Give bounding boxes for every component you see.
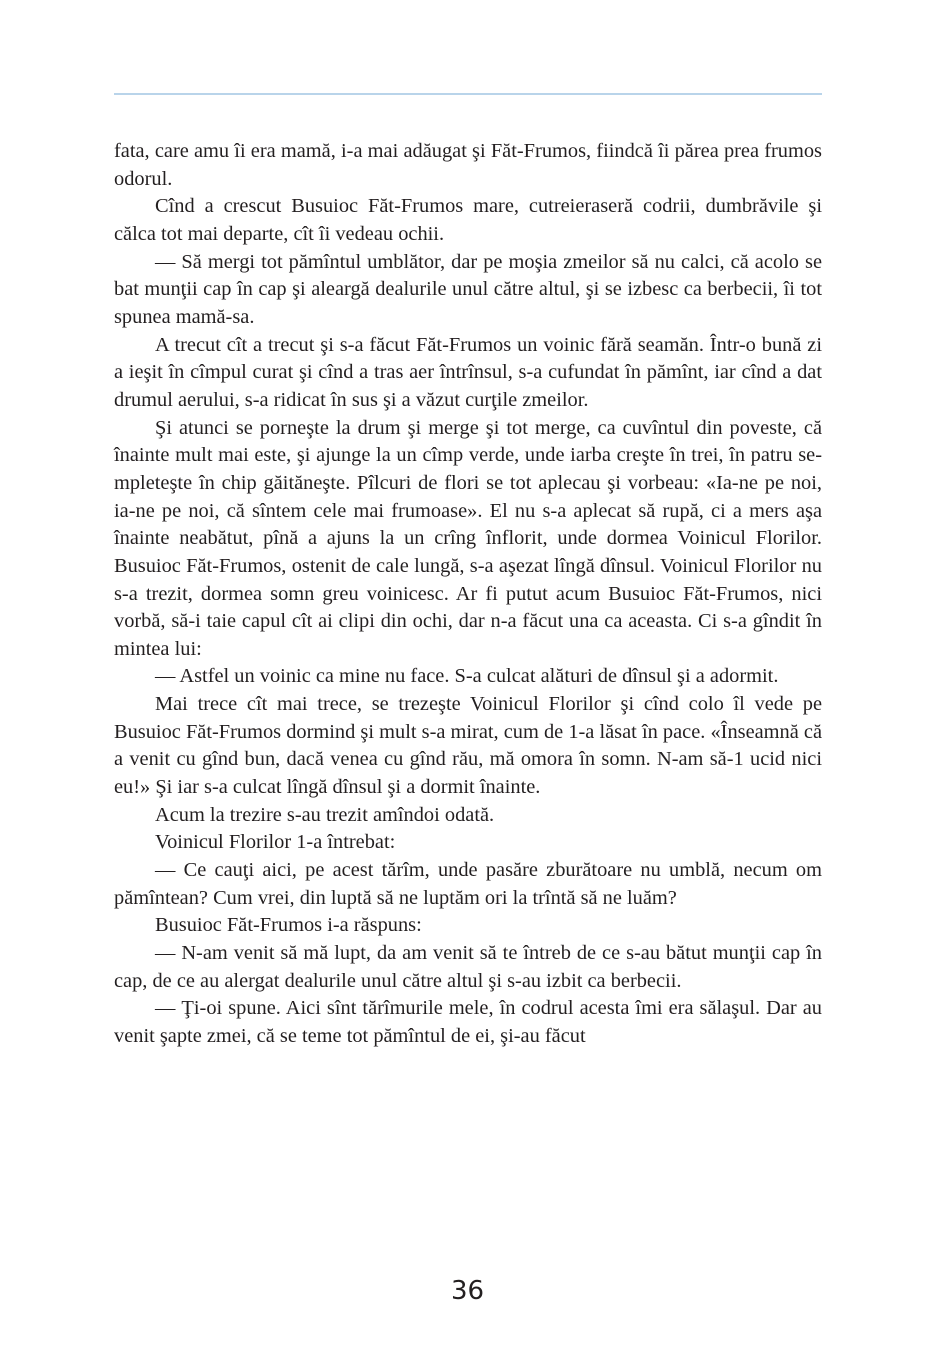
paragraph: — Astfel un voinic ca mine nu face. S-a culcat alături de dînsul şi a adormit.	[155, 665, 779, 688]
paragraph: — Ţi-oi spune. Aici sînt tărîmurile mele, în codrul acesta îmi era sălaşul. Dar au venit şapte zmei, că se teme tot pămîntul de ei, şi-au făcut	[114, 997, 822, 1047]
paragraph: fata, care amu îi era mamă, i-a mai adăugat şi Făt-Frumos, fiindcă îi părea prea frumos odorul.	[114, 140, 822, 190]
paragraph: Mai trece cît mai trece, se trezeşte Voinicul Florilor şi cînd colo îl vede pe Busuioc Făt-Frumos dormind şi mult s-a mirat, cum de 1-a lăsat în pace. «Înseamnă că a venit cu gînd bun, dacă venea cu gînd rău, mă omora în somn. N-am să-1 ucid nici eu!» Şi iar s-a culcat lîngă dînsul şi a dormit înainte.	[114, 693, 822, 799]
paragraph: Cînd a crescut Busuioc Făt-Frumos mare, cutreieraseră codrii, dumbrăvile şi călca tot mai departe, cît îi vedeau ochii.	[114, 195, 822, 245]
paragraph: Acum la trezire s-au trezit amîndoi odată.	[155, 803, 495, 826]
paragraph: Şi atunci se porneşte la drum şi merge şi tot merge, ca cuvîntul din poveste, că înainte mult mai este, şi ajunge la un cîmp verde, unde iarba creşte în trei, în patru se-mpleteşte în chip găităneşte. Pîlcuri de flori se tot aplecau şi vorbeau: «Ia-ne pe noi, ia-ne pe noi, că sîntem cele mai frumoase». El nu s-a aplecat să rupă, ci a mers aşa înainte neabătut, pînă a ajuns la un crîng înflorit, unde dormea Voinicul Florilor. Busuioc Făt-Frumos, ostenit de cale lungă, s-a aşezat lîngă dînsul. Voinicul Florilor nu s-a trezit, dormea somn greu voinicesc. Ar fi putut acum Busuioc Făt-Frumos, nici vorbă, să-i taie capul cît ai clipi din ochi, dar n-a făcut una ca aceasta. Ci s-a gîndit în mintea lui:	[114, 416, 822, 660]
paragraph: — N-am venit să mă lupt, da am venit să te întreb de ce s-au bătut munţii cap în cap, de ce au alergat dealurile unul către altul şi s-au izbit ca berbecii.	[114, 942, 822, 992]
paragraph: Busuioc Făt-Frumos i-a răspuns:	[155, 914, 422, 937]
page-number: 36	[450, 1276, 485, 1306]
paragraph: Voinicul Florilor 1-a întrebat:	[155, 831, 396, 854]
body-text	[114, 138, 822, 1051]
header-rule	[114, 93, 822, 95]
paragraph: — Ce cauţi aici, pe acest tărîm, unde pasăre zburătoare nu umblă, necum om pămîntean? Cum vrei, din luptă să ne luptăm ori la trîntă să ne luăm?	[114, 859, 822, 909]
paragraph: — Să mergi tot pămîntul umblător, dar pe moşia zmeilor să nu calci, că acolo se bat munţii cap în cap şi aleargă dealurile unul către altul, şi se izbesc ca berbecii, îi tot spunea mamă-sa.	[114, 250, 822, 328]
paragraph: A trecut cît a trecut şi s-a făcut Făt-Frumos un voinic fără seamăn. Într-o bună zi a ieşit în cîmpul curat şi cînd a tras aer întrînsul, s-a cufundat în pămînt, iar cînd a dat drumul aerului, s-a ridicat în sus şi a văzut curţile zmeilor.	[114, 333, 822, 411]
